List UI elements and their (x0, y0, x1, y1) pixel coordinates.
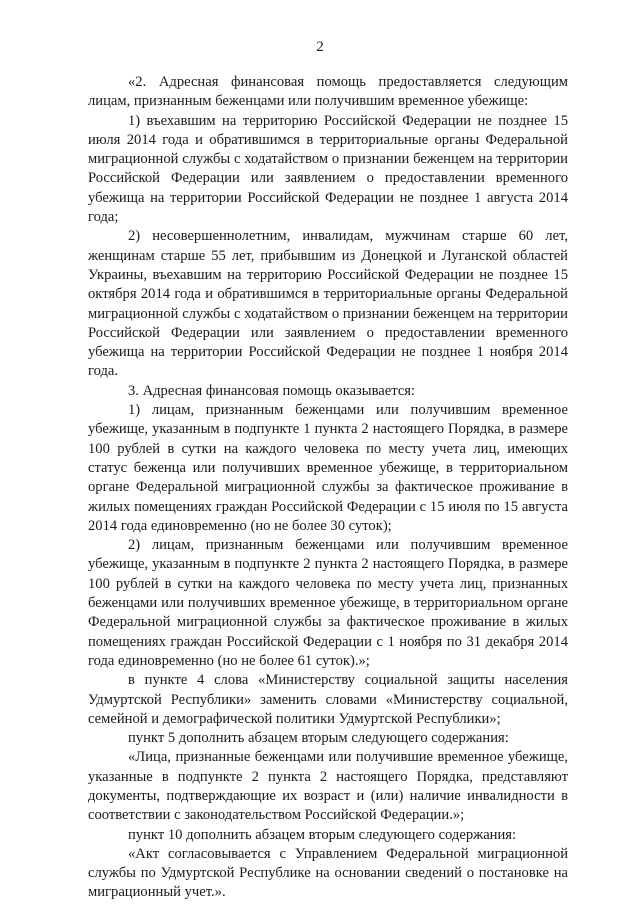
paragraph-item-10-amendment: пункт 10 дополнить абзацем вторым следующего содержания: (128, 826, 517, 843)
paragraph-item-5-text: «Лица, признанные беженцами или получившие временное убежище, указанные в подпункте 2 пункта 2 настоящего Порядка, представляют документы, подтверждающие их возраст и (или) наличие инвалидности в соответствии с законодательством Российской Федерации.»; (88, 749, 568, 824)
paragraph-section-3-item-2: 2) лицам, признанным беженцами или получившим временное убежище, указанным в подпункте 2 пункта 2 настоящего Порядка, в размере 100 рублей в сутки на каждого человека по месту учета лиц, признанных беженцами или получивших временное убежище, в территориальном органе Федеральной миграционной службы за фактическое проживание в жилых помещениях граждан Российской Федерации с 1 ноября по 31 декабря 2014 года единовременно (но не более 61 суток).»; (88, 537, 568, 669)
paragraph-item-5-amendment: пункт 5 дополнить абзацем вторым следующего содержания: (128, 730, 509, 747)
paragraph-section-2-intro: «2. Адресная финансовая помощь предоставляется следующим лицам, признанным беженцами или получившим временное убежище: (88, 74, 568, 110)
paragraph-section-2-item-2: 2) несовершеннолетним, инвалидам, мужчинам старше 60 лет, женщинам старше 55 лет, прибывшим из Донецкой и Луганской областей Украины, въехавшим на территорию Российской Федерации не позднее 15 октября 2014 года и обратившимся в территориальные органы Федеральной миграционной службы с ходатайством о признании беженцем на территории Российской Федерации или заявлением о предоставлении временного убежища на территории Российской Федерации не позднее 1 ноября 2014 года. (88, 228, 568, 380)
paragraph-section-3-item-1: 1) лицам, признанным беженцами или получившим временное убежище, указанным в подпункте 1 пункта 2 настоящего Порядка, в размере 100 рублей в сутки на каждого человека по месту учета лиц, имеющих статус беженца или получивших временное убежище, в территориальном органе Федеральной миграционной службы за фактическое проживание в жилых помещениях граждан Российской Федерации с 15 июля по 15 августа 2014 года единовременно (но не более 30 суток); (88, 402, 568, 534)
paragraph-section-2-item-1: 1) въехавшим на территорию Российской Федерации не позднее 15 июля 2014 года и обратившимся в территориальные органы Федеральной миграционной службы с ходатайством о признании беженцем на территории Российской Федерации или заявлением о предоставлении временного убежища на территории Российской Федерации не позднее 1 августа 2014 года; (88, 112, 568, 226)
document-body (88, 73, 568, 903)
paragraph-section-3-intro: 3. Адресная финансовая помощь оказывается: (128, 382, 416, 399)
page-number: 2 (316, 39, 324, 55)
paragraph-item-10-text: «Акт согласовывается с Управлением Федеральной миграционной службы по Удмуртской Республике на основании сведений о постановке на миграционный учет.». (88, 845, 568, 901)
paragraph-item-4-amendment: в пункте 4 слова «Министерству социальной защиты населения Удмуртской Республики» заменить словами «Министерству социальной, семейной и демографической политики Удмуртской Республики»; (88, 672, 568, 727)
